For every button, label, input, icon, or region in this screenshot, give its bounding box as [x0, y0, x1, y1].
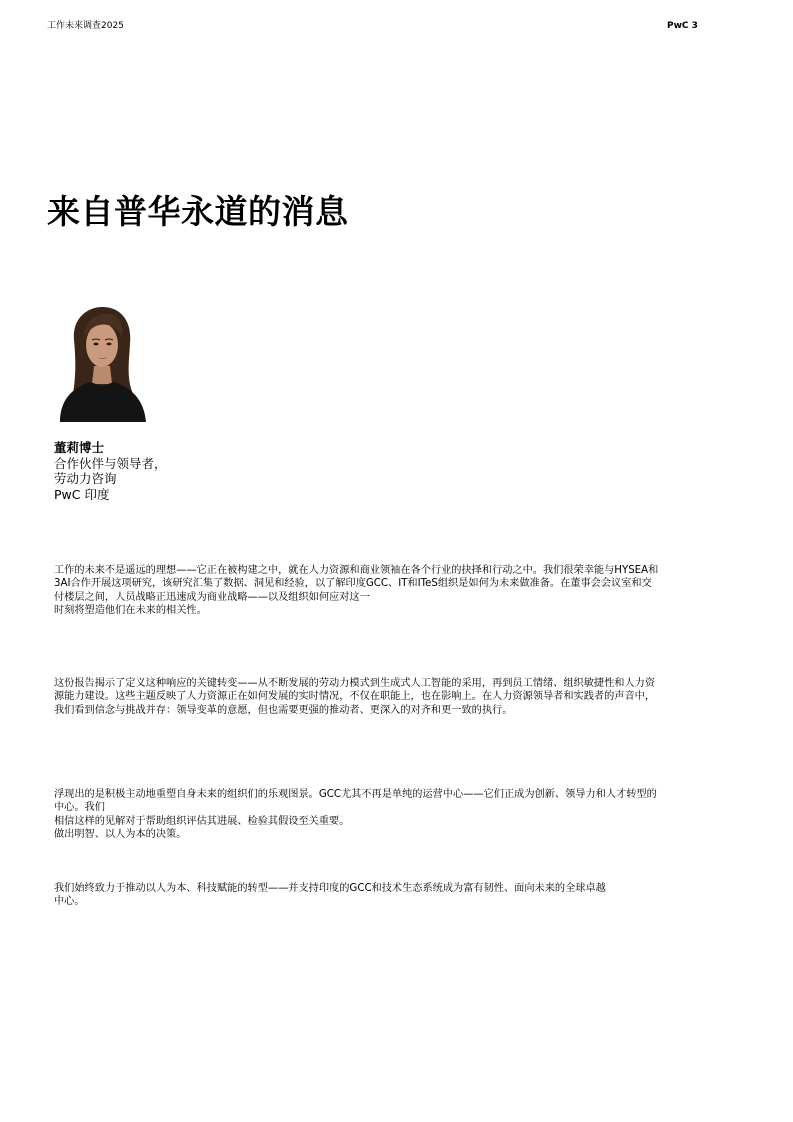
paragraph-line: 源能力建设。这些主题反映了人力资源正在如何发展的实时情况，不仅在职能上，也在影响上。在人力资源领导者和实践者的声音中， — [54, 691, 656, 703]
paragraph-line: 付楼层之间，人员战略正迅速成为商业战略——以及组织如何应对这一 — [54, 591, 370, 603]
person-role: 合作伙伴与领导者， — [54, 455, 167, 471]
paragraph-line: 时刻将塑造他们在未来的相关性。 — [54, 605, 207, 617]
paragraph-line: 我们看到信念与挑战并存：领导变革的意愿，但也需要更强的推动者、更深入的对齐和更一致的执行。 — [54, 704, 513, 716]
page-number-label: PwC 3 — [667, 21, 698, 31]
person-department: 劳动力咨询 — [54, 471, 117, 486]
person-organization: PwC 印度 — [54, 486, 110, 502]
paragraph-line: 3AI合作开展这项研究，该研究汇集了数据、洞见和经验，以了解印度GCC、IT和ITeS组织是如何为未来做准备。在董事会会议室和交 — [54, 578, 652, 590]
page-title: 来自普华永道的消息 — [47, 192, 349, 231]
paragraph-line: 相信这样的见解对于帮助组织评估其进展、检验其假设至关重要。 — [54, 815, 350, 827]
paragraph-line: 中心。我们 — [54, 802, 105, 814]
portrait-photo — [54, 300, 148, 422]
body-paragraph-3 — [54, 788, 754, 842]
paragraph-line: 浮现出的是积极主动地重塑自身未来的组织们的乐观图景。GCC尤其不再是单纯的运营中心——它们正成为创新、领导力和人才转型的 — [54, 789, 657, 800]
person-info — [54, 440, 167, 502]
body-paragraph-2 — [54, 677, 754, 717]
paragraph-line: 我们始终致力于推动以人为本、科技赋能的转型——并支持印度的GCC和技术生态系统成为富有韧性、面向未来的全球卓越 — [54, 883, 606, 894]
paragraph-line: 工作的未来不是遥远的理想——它正在被构建之中，就在人力资源和商业领袖在各个行业的抉择和行动之中。我们很荣幸能与HYSEA和 — [54, 565, 659, 576]
report-title-header: 工作未来调查2025 — [47, 21, 124, 31]
person-name: 董莉博士 — [54, 440, 105, 455]
body-paragraph-4 — [54, 882, 754, 909]
body-paragraph-1 — [54, 564, 754, 618]
paragraph-line: 这份报告揭示了定义这种响应的关键转变——从不断发展的劳动力模式到生成式人工智能的采用，再到员工情绪、组织敏捷性和人力资 — [54, 678, 656, 689]
paragraph-line: 做出明智、以人为本的决策。 — [54, 829, 187, 841]
paragraph-line: 中心。 — [54, 896, 85, 908]
